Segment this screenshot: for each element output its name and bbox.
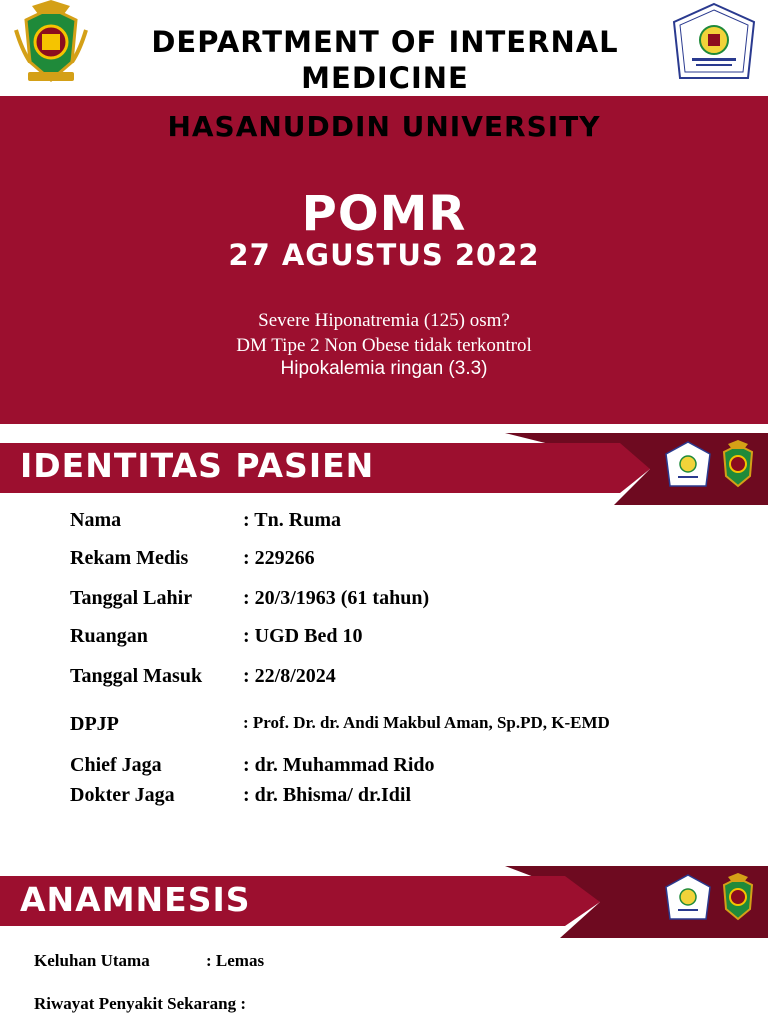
anamnesis-heading: ANAMNESIS <box>20 880 251 919</box>
university-title: HASANUDDIN UNIVERSITY <box>167 110 601 143</box>
university-crest-icon <box>714 873 762 923</box>
riwayat-penyakit-label: Riwayat Penyakit Sekarang : <box>34 994 247 1013</box>
row-label: Tanggal Masuk <box>70 665 203 687</box>
university-crest-icon <box>714 440 762 490</box>
row-value: : Tn. Ruma <box>243 509 341 531</box>
pomr-title: POMR <box>301 186 467 242</box>
pomr-date: 27 AGUSTUS 2022 <box>228 238 540 272</box>
row-value: : dr. Bhisma/ dr.Idil <box>243 784 412 806</box>
row-value: : Prof. Dr. dr. Andi Makbul Aman, Sp.PD, K-EMD <box>243 713 610 732</box>
row-label: Tanggal Lahir <box>70 587 193 609</box>
faculty-seal-icon <box>664 440 712 490</box>
row-label: DPJP <box>70 713 119 735</box>
row-value: : dr. Muhammad Rido <box>243 754 435 776</box>
row-value: : UGD Bed 10 <box>243 625 363 647</box>
faculty-seal-icon <box>670 2 758 82</box>
row-label: Chief Jaga <box>70 754 162 776</box>
keluhan-utama-value: : Lemas <box>206 951 265 970</box>
row-label: Nama <box>70 509 122 531</box>
diagnosis-line: DM Tipe 2 Non Obese tidak terkontrol <box>236 335 532 356</box>
row-value: : 20/3/1963 (61 tahun) <box>243 587 430 609</box>
row-label: Ruangan <box>70 625 148 647</box>
university-crest-icon <box>12 0 90 86</box>
row-label: Dokter Jaga <box>70 784 175 806</box>
diagnosis-line: Hipokalemia ringan (3.3) <box>280 358 488 379</box>
keluhan-utama-label: Keluhan Utama <box>34 951 150 970</box>
diagnosis-line: Severe Hiponatremia (125) osm? <box>258 310 510 331</box>
row-value: : 229266 <box>243 547 315 569</box>
department-title: DEPARTMENT OF INTERNAL MEDICINE <box>151 25 619 95</box>
row-value: : 22/8/2024 <box>243 665 336 687</box>
row-label: Rekam Medis <box>70 547 189 569</box>
faculty-seal-icon <box>664 873 712 923</box>
identity-heading: IDENTITAS PASIEN <box>20 446 375 485</box>
